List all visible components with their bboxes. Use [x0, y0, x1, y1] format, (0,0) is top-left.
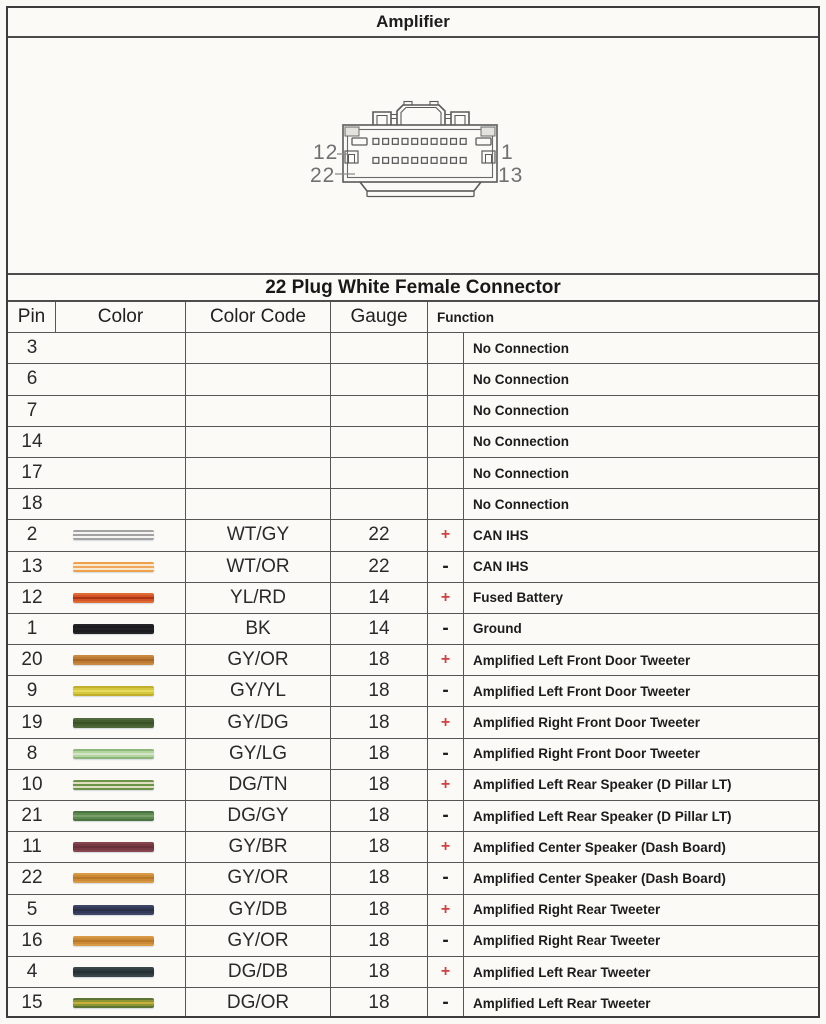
page-title: Amplifier: [376, 12, 450, 31]
polarity-cell: +: [428, 895, 464, 926]
wire-color-cell: [56, 645, 186, 676]
wire-color-cell: [56, 739, 186, 770]
polarity-cell: +: [428, 770, 464, 801]
function-cell: No Connection: [464, 458, 818, 489]
polarity-cell: [428, 458, 464, 489]
wire-swatch: [73, 562, 154, 572]
polarity-cell: [428, 364, 464, 395]
wire-swatch: [73, 780, 154, 790]
pin-number-cell: 11: [8, 832, 56, 863]
connector-skirt: [360, 182, 481, 191]
function-cell: Amplified Left Rear Speaker (D Pillar LT): [464, 770, 818, 801]
rail-left-hook: [373, 112, 391, 125]
pin-number-cell: 10: [8, 770, 56, 801]
gauge-cell: 18: [331, 645, 428, 676]
header-color: Color: [56, 302, 186, 333]
pin-number-cell: 2: [8, 520, 56, 551]
connector-caption: 22 Plug White Female Connector: [8, 273, 818, 300]
gauge-cell: 18: [331, 863, 428, 894]
wire-color-cell: [56, 676, 186, 707]
document-frame: [6, 6, 820, 1018]
function-cell: Amplified Center Speaker (Dash Board): [464, 863, 818, 894]
wire-swatch: [73, 686, 154, 696]
color-code-cell: [186, 333, 331, 364]
wire-swatch: [73, 593, 154, 603]
pin-row-bottom: [373, 158, 466, 164]
pin-number-cell: 14: [8, 427, 56, 458]
pin-number-cell: 5: [8, 895, 56, 926]
color-code-cell: [186, 489, 331, 520]
color-code-cell: DG/OR: [186, 988, 331, 1018]
wire-color-cell: [56, 552, 186, 583]
wire-swatch: [73, 873, 154, 883]
wire-swatch: [73, 842, 154, 852]
pin-number-cell: 12: [8, 583, 56, 614]
pin-label-bottom-left: 22: [310, 164, 336, 187]
pin-number-cell: 21: [8, 801, 56, 832]
pin-label-bottom-right: 13: [498, 164, 524, 187]
polarity-cell: -: [428, 801, 464, 832]
function-cell: Amplified Center Speaker (Dash Board): [464, 832, 818, 863]
wire-color-cell: [56, 832, 186, 863]
function-cell: Amplified Left Front Door Tweeter: [464, 645, 818, 676]
color-code-cell: GY/OR: [186, 926, 331, 957]
wire-color-cell: [56, 427, 186, 458]
title-band: [8, 8, 818, 38]
pin-number-cell: 19: [8, 707, 56, 738]
color-code-cell: [186, 396, 331, 427]
header-function: Function: [428, 302, 818, 333]
function-cell: Fused Battery: [464, 583, 818, 614]
wire-color-cell: [56, 520, 186, 551]
color-code-cell: GY/DG: [186, 707, 331, 738]
wire-color-cell: [56, 614, 186, 645]
gauge-cell: 18: [331, 895, 428, 926]
gauge-cell: [331, 489, 428, 520]
gauge-cell: 18: [331, 926, 428, 957]
pin-label-top-right: 1: [501, 141, 514, 164]
gauge-cell: 14: [331, 583, 428, 614]
color-code-cell: GY/OR: [186, 645, 331, 676]
polarity-cell: +: [428, 583, 464, 614]
wire-color-cell: [56, 801, 186, 832]
pin-number-cell: 9: [8, 676, 56, 707]
polarity-cell: -: [428, 552, 464, 583]
color-code-cell: WT/OR: [186, 552, 331, 583]
gauge-cell: 22: [331, 520, 428, 551]
function-cell: Amplified Left Rear Tweeter: [464, 957, 818, 988]
gauge-cell: 18: [331, 801, 428, 832]
header-color-code: Color Code: [186, 302, 331, 333]
polarity-cell: +: [428, 957, 464, 988]
gauge-cell: [331, 396, 428, 427]
color-code-cell: [186, 364, 331, 395]
function-cell: Amplified Right Rear Tweeter: [464, 895, 818, 926]
wire-color-cell: [56, 458, 186, 489]
header-gauge: Gauge: [331, 302, 428, 333]
gauge-cell: 18: [331, 988, 428, 1018]
color-code-cell: GY/YL: [186, 676, 331, 707]
color-code-cell: [186, 427, 331, 458]
wire-color-cell: [56, 333, 186, 364]
polarity-cell: [428, 333, 464, 364]
wire-color-cell: [56, 895, 186, 926]
color-code-cell: GY/DB: [186, 895, 331, 926]
function-cell: No Connection: [464, 396, 818, 427]
pin-number-cell: 13: [8, 552, 56, 583]
gauge-cell: 18: [331, 832, 428, 863]
pin-number-cell: 8: [8, 739, 56, 770]
pin-number-cell: 22: [8, 863, 56, 894]
polarity-cell: -: [428, 988, 464, 1018]
polarity-cell: [428, 489, 464, 520]
color-code-cell: BK: [186, 614, 331, 645]
polarity-cell: -: [428, 739, 464, 770]
polarity-cell: -: [428, 926, 464, 957]
polarity-cell: +: [428, 645, 464, 676]
wire-color-cell: [56, 583, 186, 614]
wire-swatch: [73, 936, 154, 946]
color-code-cell: GY/BR: [186, 832, 331, 863]
color-code-cell: GY/OR: [186, 863, 331, 894]
function-cell: Amplified Left Rear Speaker (D Pillar LT): [464, 801, 818, 832]
polarity-cell: +: [428, 520, 464, 551]
pin-label-top-left: 12: [313, 141, 339, 164]
function-cell: Ground: [464, 614, 818, 645]
function-cell: Amplified Left Rear Tweeter: [464, 988, 818, 1018]
gauge-cell: [331, 458, 428, 489]
color-code-cell: [186, 458, 331, 489]
wire-swatch: [73, 624, 154, 634]
function-cell: No Connection: [464, 427, 818, 458]
pin-number-cell: 17: [8, 458, 56, 489]
polarity-cell: +: [428, 707, 464, 738]
rail-right-hook: [451, 112, 469, 125]
wire-color-cell: [56, 770, 186, 801]
pin-number-cell: 18: [8, 489, 56, 520]
wire-color-cell: [56, 988, 186, 1018]
color-code-cell: DG/GY: [186, 801, 331, 832]
gauge-cell: 18: [331, 676, 428, 707]
wire-swatch: [73, 967, 154, 977]
connector-area: [8, 38, 818, 273]
function-cell: Amplified Left Front Door Tweeter: [464, 676, 818, 707]
function-cell: CAN IHS: [464, 520, 818, 551]
function-cell: Amplified Right Rear Tweeter: [464, 926, 818, 957]
gauge-cell: 14: [331, 614, 428, 645]
wire-swatch: [73, 905, 154, 915]
gauge-cell: [331, 364, 428, 395]
wire-swatch: [73, 718, 154, 728]
pin-number-cell: 3: [8, 333, 56, 364]
pin-number-cell: 1: [8, 614, 56, 645]
function-cell: CAN IHS: [464, 552, 818, 583]
pinout-table: [8, 300, 818, 1018]
connector-diagram: [249, 81, 589, 211]
wire-swatch: [73, 811, 154, 821]
pin-number-cell: 15: [8, 988, 56, 1018]
color-code-cell: DG/DB: [186, 957, 331, 988]
wire-color-cell: [56, 396, 186, 427]
gauge-cell: 18: [331, 770, 428, 801]
polarity-cell: -: [428, 863, 464, 894]
function-cell: No Connection: [464, 489, 818, 520]
polarity-cell: +: [428, 832, 464, 863]
function-cell: Amplified Right Front Door Tweeter: [464, 739, 818, 770]
function-cell: No Connection: [464, 364, 818, 395]
wire-color-cell: [56, 707, 186, 738]
color-code-cell: GY/LG: [186, 739, 331, 770]
gauge-cell: [331, 333, 428, 364]
wire-color-cell: [56, 364, 186, 395]
wire-swatch: [73, 749, 154, 759]
gauge-cell: 18: [331, 707, 428, 738]
polarity-cell: -: [428, 614, 464, 645]
pin-row-top: [352, 138, 491, 145]
pin-number-cell: 20: [8, 645, 56, 676]
wire-color-cell: [56, 957, 186, 988]
header-pin: Pin: [8, 302, 56, 333]
pin-number-cell: 6: [8, 364, 56, 395]
polarity-cell: [428, 427, 464, 458]
polarity-cell: -: [428, 676, 464, 707]
function-cell: No Connection: [464, 333, 818, 364]
pin-number-cell: 16: [8, 926, 56, 957]
gauge-cell: [331, 427, 428, 458]
pin-number-cell: 7: [8, 396, 56, 427]
gauge-cell: 18: [331, 957, 428, 988]
color-code-cell: YL/RD: [186, 583, 331, 614]
gauge-cell: 18: [331, 739, 428, 770]
pin-number-cell: 4: [8, 957, 56, 988]
connector-body: [343, 125, 497, 182]
wire-color-cell: [56, 863, 186, 894]
color-code-cell: WT/GY: [186, 520, 331, 551]
function-cell: Amplified Right Front Door Tweeter: [464, 707, 818, 738]
polarity-cell: [428, 396, 464, 427]
wire-swatch: [73, 655, 154, 665]
wire-swatch: [73, 998, 154, 1008]
wire-color-cell: [56, 489, 186, 520]
wire-color-cell: [56, 926, 186, 957]
gauge-cell: 22: [331, 552, 428, 583]
color-code-cell: DG/TN: [186, 770, 331, 801]
wire-swatch: [73, 530, 154, 540]
